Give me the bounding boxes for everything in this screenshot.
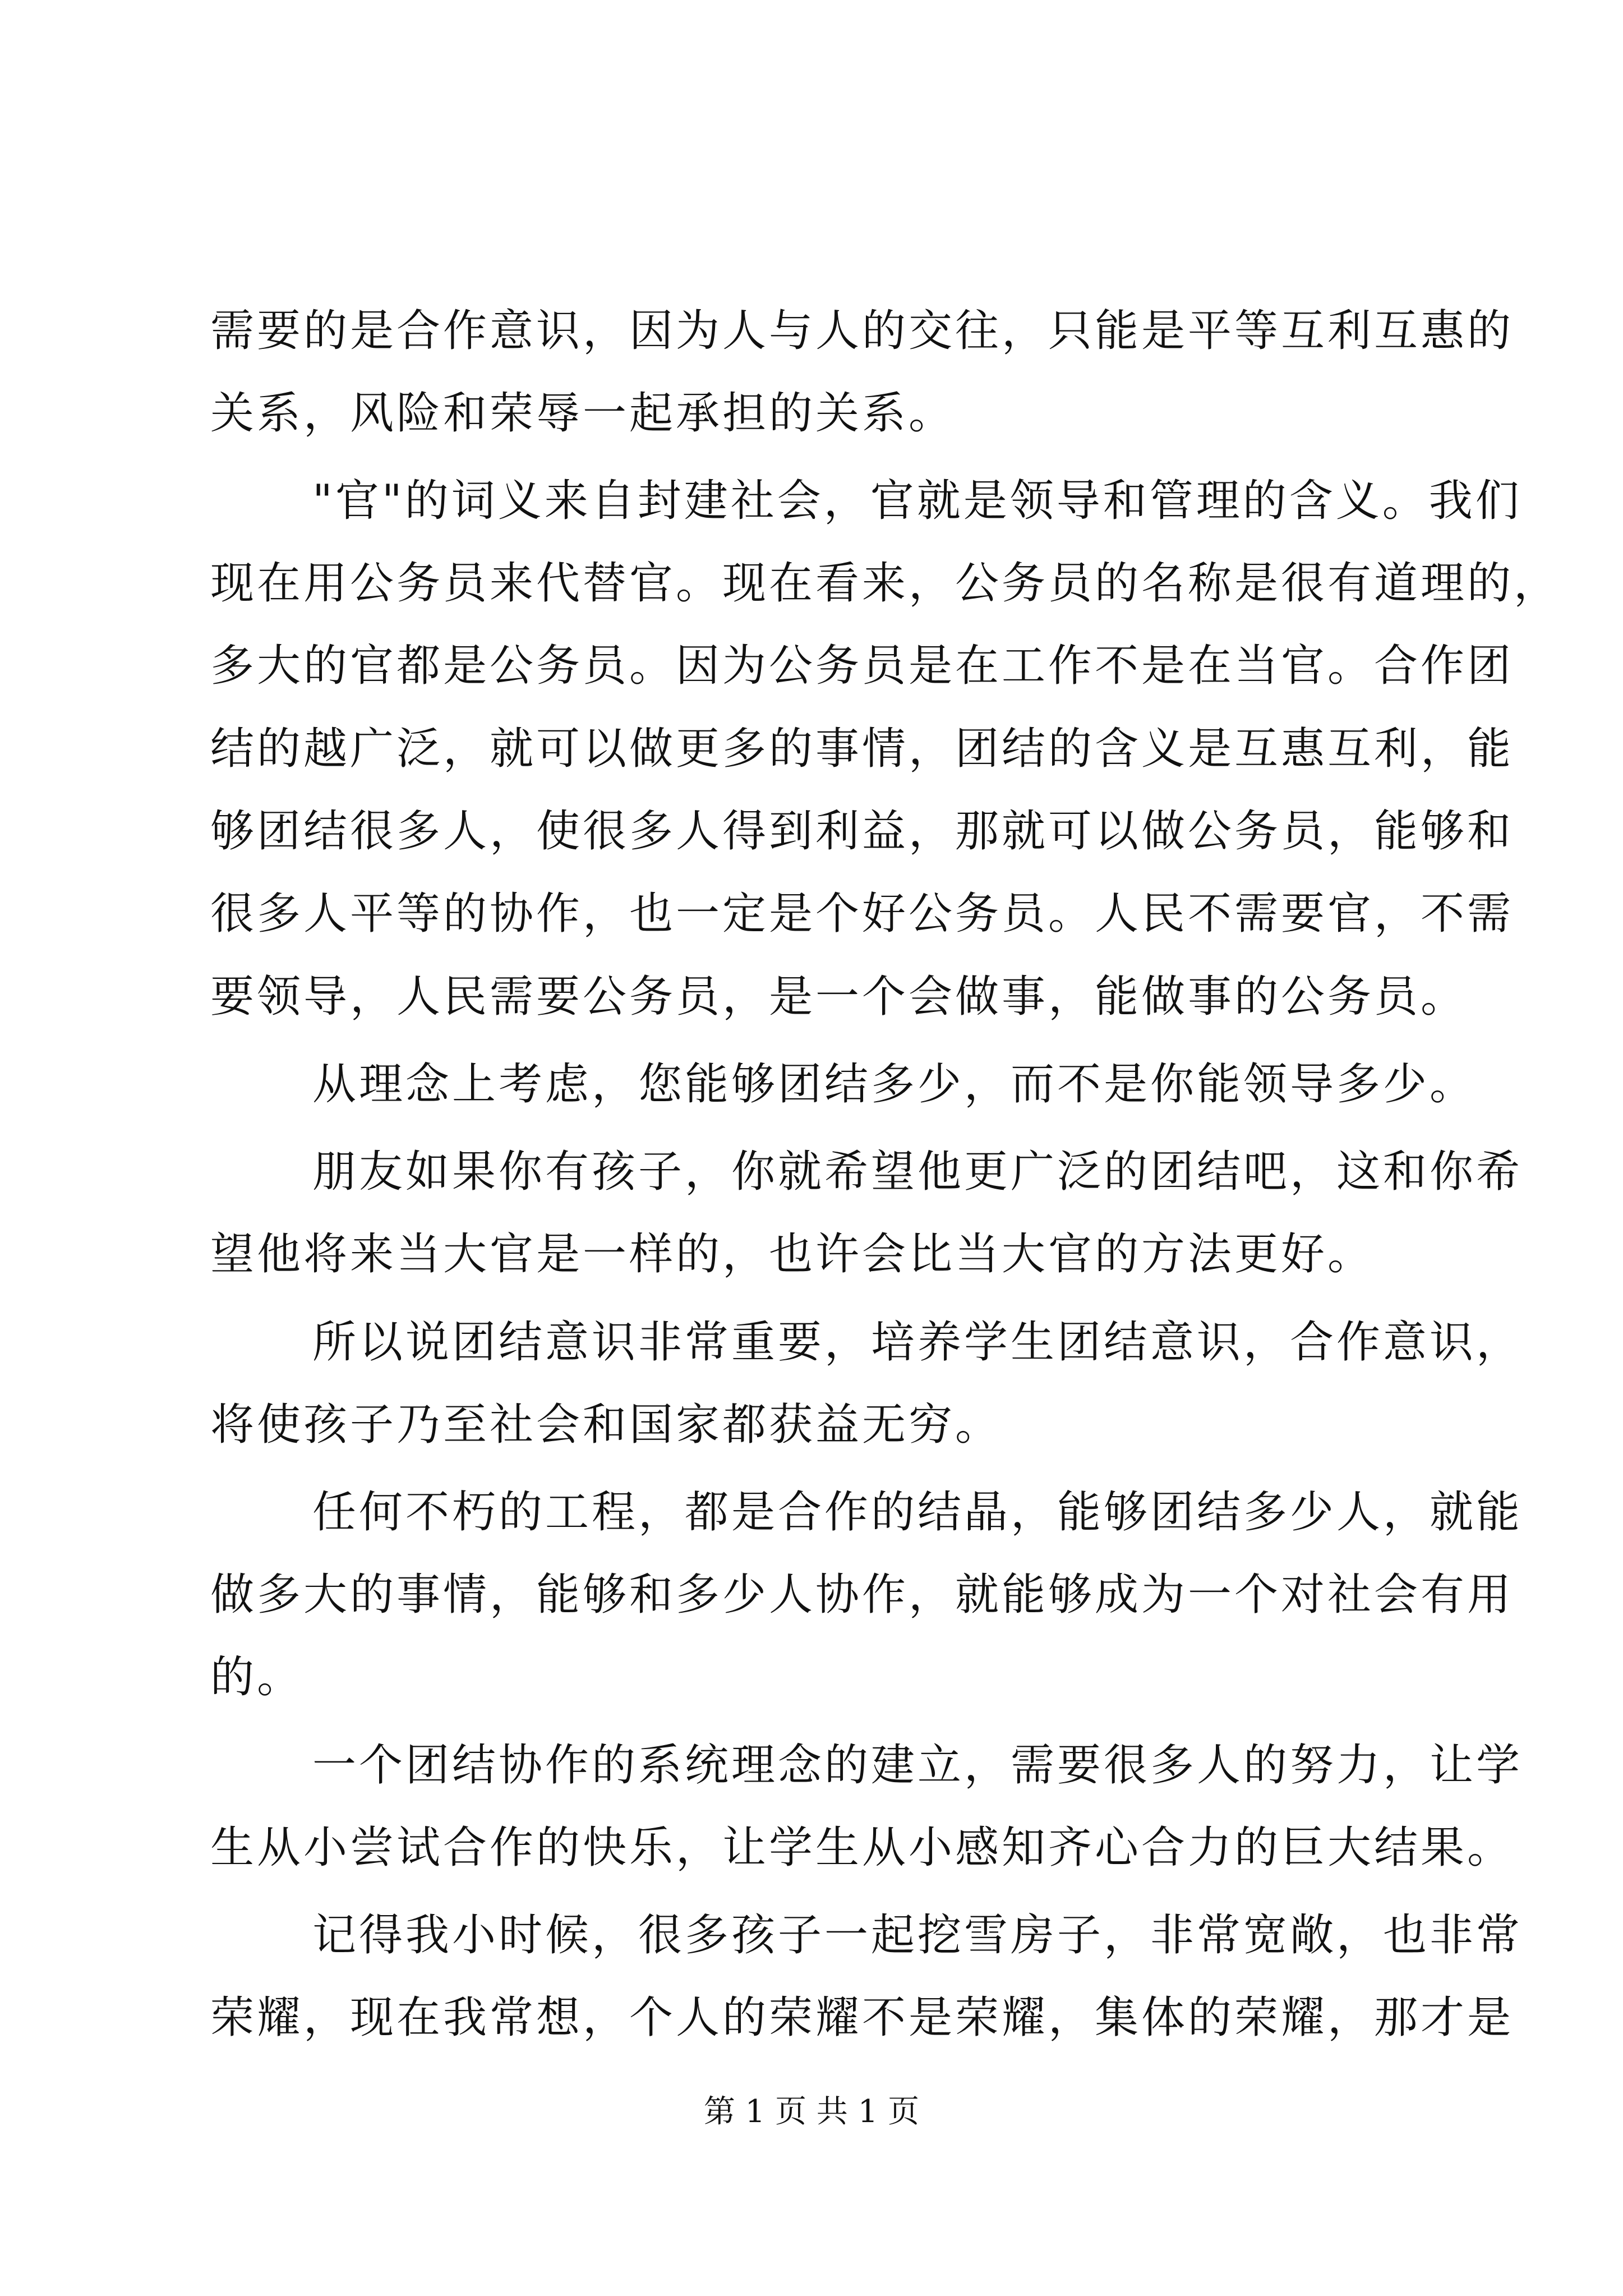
paragraph-start-line: 所以说团结意识非常重要，培养学生团结意识，合作意识，: [312, 1317, 1523, 1368]
text-line: 的。: [210, 1652, 304, 1703]
text-line: 结的越广泛，就可以做更多的事情，团结的含义是互惠互利，能: [210, 724, 1514, 774]
text-line: 生从小尝试合作的快乐，让学生从小感知齐心合力的巨大结果。: [210, 1823, 1514, 1873]
paragraph-start-line: 记得我小时候，很多孩子一起挖雪房子，非常宽敞，也非常: [312, 1910, 1523, 1961]
paragraph-start-line: 朋友如果你有孩子，你就希望他更广泛的团结吧，这和你希: [312, 1147, 1523, 1197]
text-line: 做多大的事情，能够和多少人协作，就能够成为一个对社会有用: [210, 1570, 1514, 1620]
text-line: 要领导，人民需要公务员，是一个会做事，能做事的公务员。: [210, 972, 1468, 1022]
text-line: 很多人平等的协作，也一定是个好公务员。人民不需要官，不需: [210, 889, 1514, 939]
text-line: 多大的官都是公务员。因为公务员是在工作不是在当官。合作团: [210, 641, 1514, 691]
text-line: 将使孩子乃至社会和国家都获益无穷。: [210, 1400, 1002, 1450]
paragraph-start-line: 一个团结协作的系统理念的建立，需要很多人的努力，让学: [312, 1740, 1523, 1791]
text-line: 望他将来当大官是一样的，也许会比当大官的方法更好。: [210, 1229, 1375, 1280]
text-line: 关系，风险和荣辱一起承担的关系。: [210, 388, 956, 439]
paragraph-start-line: "官"的词义来自封建社会，官就是领导和管理的含义。我们: [312, 476, 1522, 526]
paragraph-start-line: 从理念上考虑，您能够团结多少，而不是你能领导多少。: [312, 1059, 1477, 1110]
page-number-footer: 第 1 页 共 1 页: [703, 2093, 920, 2130]
text-line: 够团结很多人，使很多人得到利益，那就可以做公务员，能够和: [210, 806, 1514, 857]
text-line: 荣耀，现在我常想，个人的荣耀不是荣耀，集体的荣耀，那才是: [210, 1993, 1514, 2043]
paragraph-start-line: 任何不朽的工程，都是合作的结晶，能够团结多少人，就能: [312, 1487, 1523, 1538]
text-line: 需要的是合作意识，因为人与人的交往，只能是平等互利互惠的: [210, 306, 1514, 356]
text-line: 现在用公务员来代替官。现在看来，公务员的名称是很有道理的，: [210, 558, 1561, 609]
